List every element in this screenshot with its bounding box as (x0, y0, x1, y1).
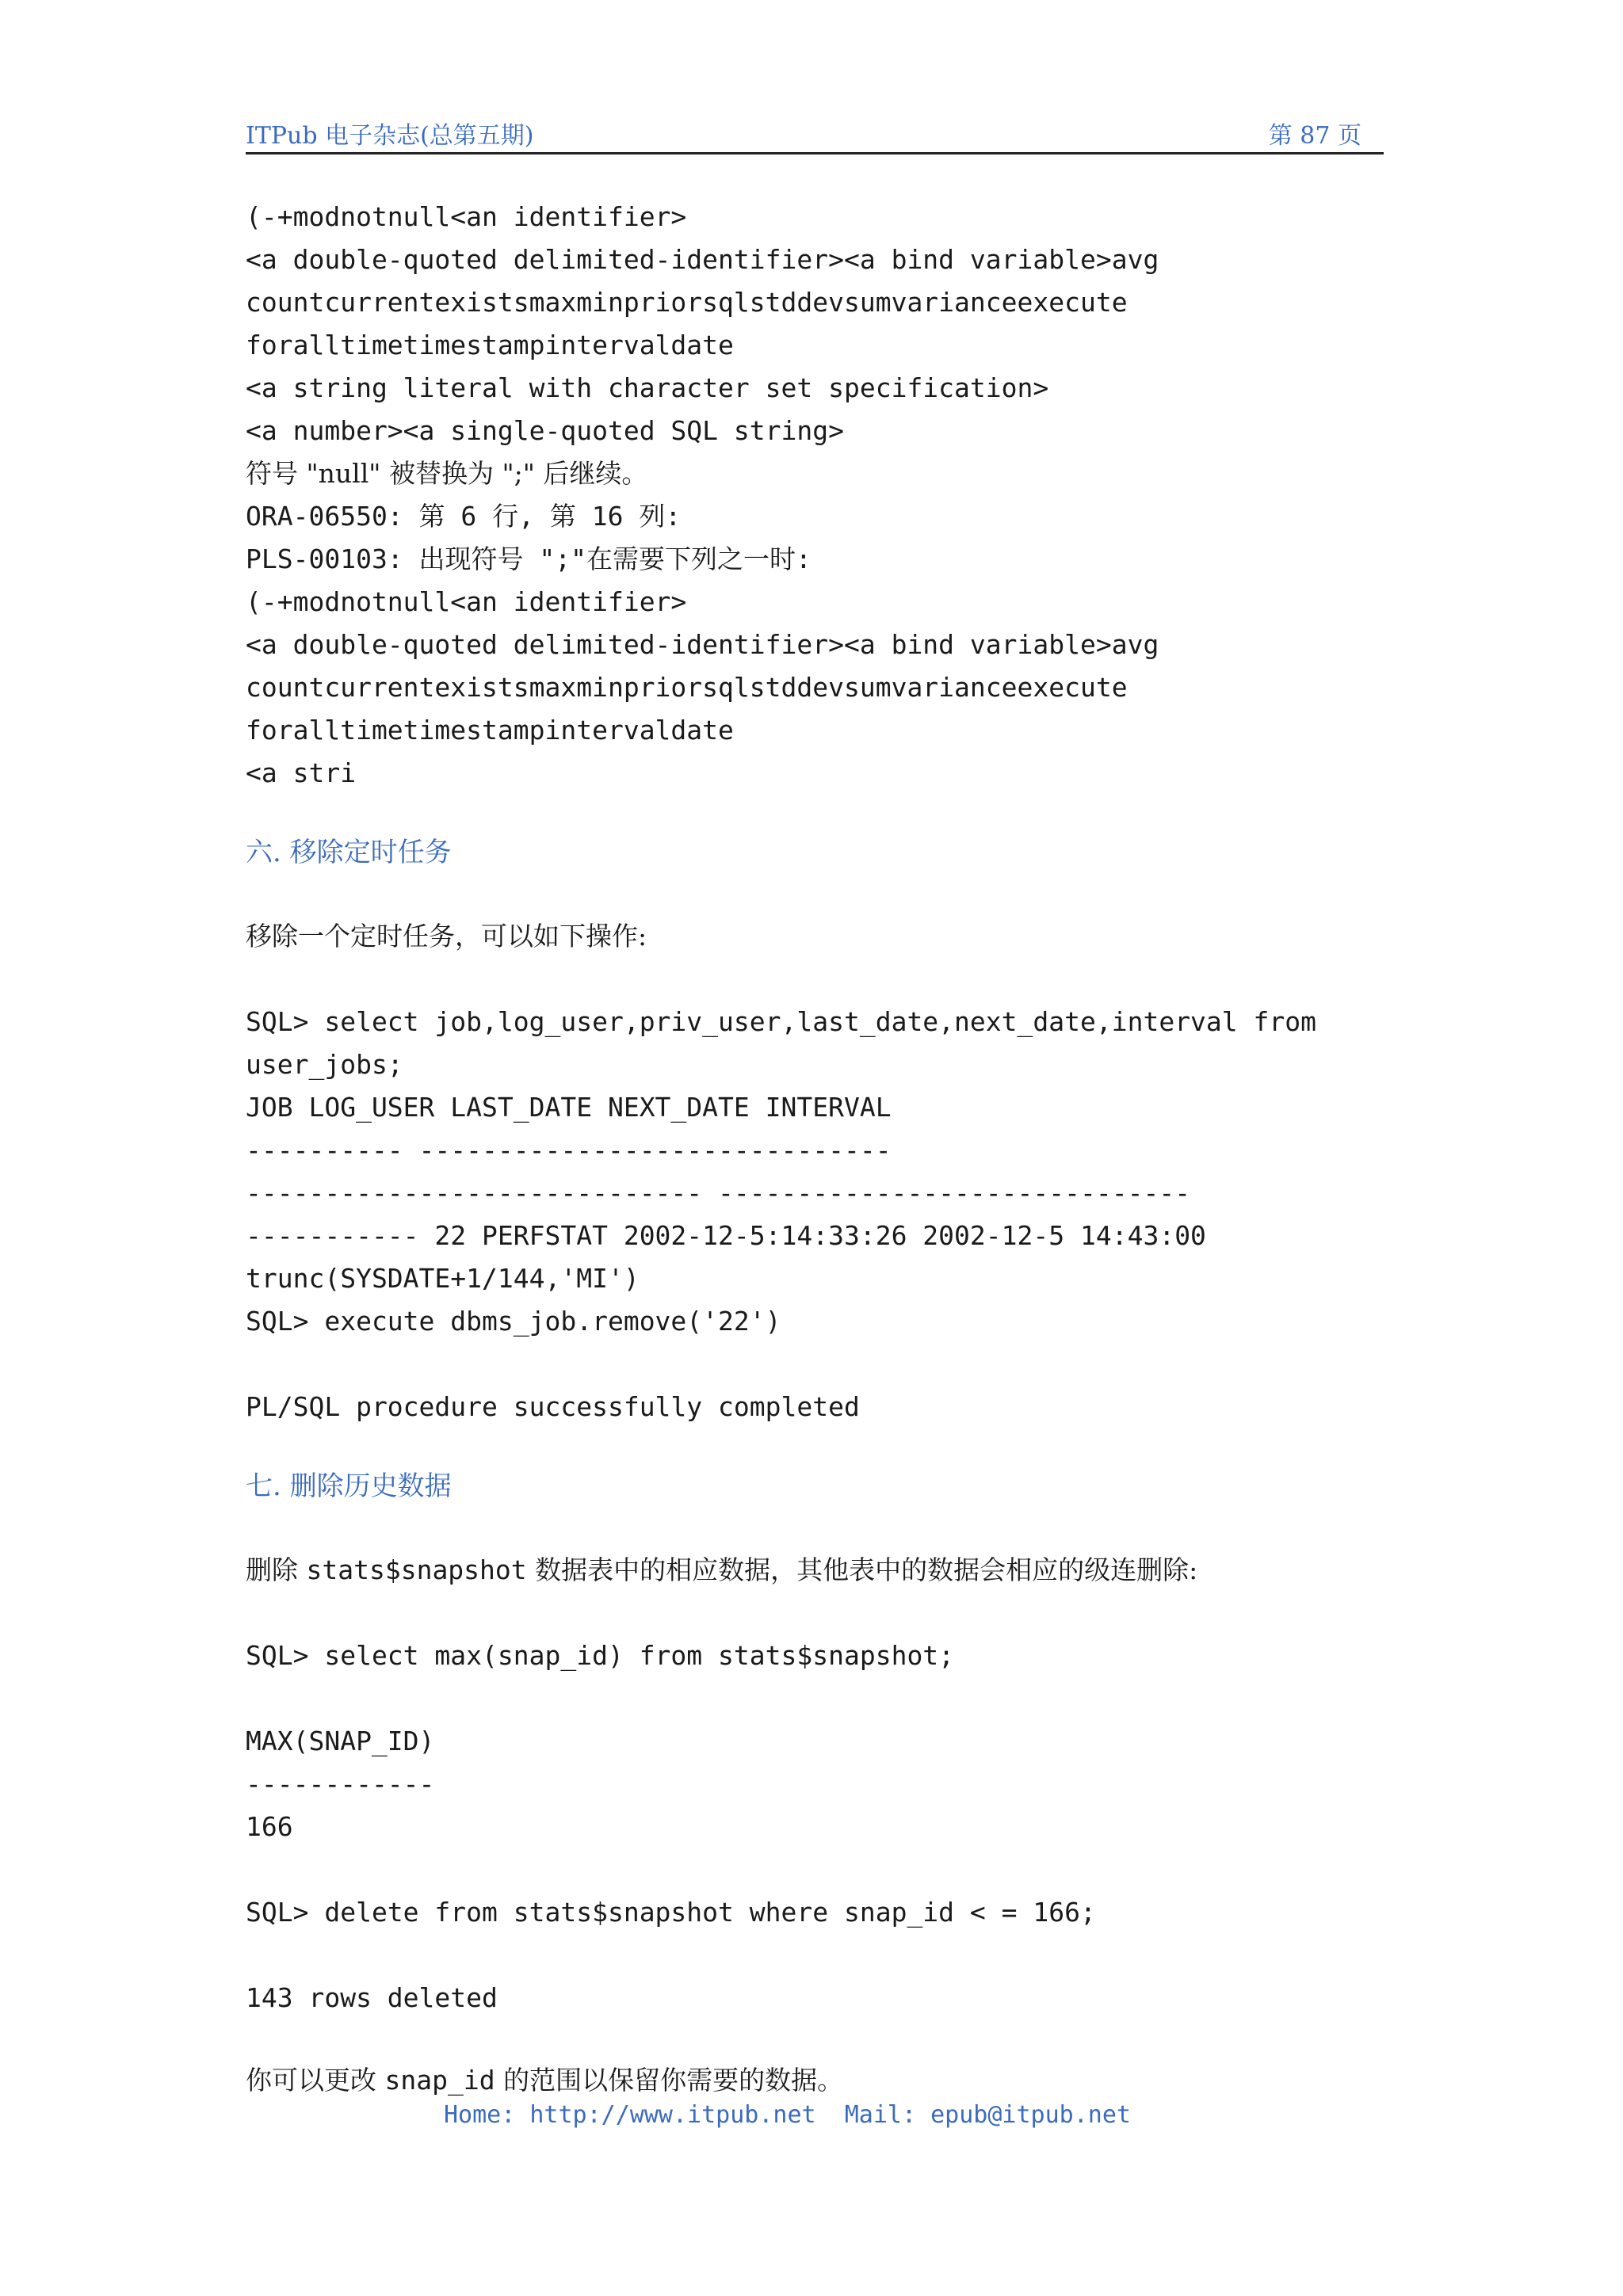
error-line: <a stri (246, 757, 357, 788)
section-heading-remove-job: 六. 移除定时任务 (246, 837, 452, 868)
code-line: MAX(SNAP_ID) (246, 1726, 435, 1756)
error-line: (-+modnotnull<an identifier> (246, 586, 687, 617)
column-name: snap_id (384, 2065, 495, 2096)
code-line: trunc(SYSDATE+1/144,'MI') (246, 1263, 640, 1294)
code-line: user_jobs; (246, 1049, 403, 1080)
code-line: 166 (246, 1811, 293, 1842)
code-line: ------------ (246, 1768, 435, 1799)
outro-text: 的范围以保留你需要的数据。 (495, 2065, 844, 2096)
section-outro (246, 2065, 843, 2096)
page-footer: Home: http://www.itpub.net Mail: epub@itpub.net (444, 2101, 1131, 2129)
code-line: SQL> select job,log_user,priv_user,last_date,next_date,interval from (246, 1006, 1317, 1037)
code-line: PL/SQL procedure successfully completed (246, 1391, 860, 1422)
error-line: foralltimetimestampintervaldate (246, 330, 734, 360)
error-line: foralltimetimestampintervaldate (246, 715, 734, 746)
section-heading-delete-history: 七. 删除历史数据 (246, 1470, 452, 1502)
error-line: countcurrentexistsmaxminpriorsqlstddevsumvarianceexecute (246, 287, 1128, 318)
error-line: 符号 "null" 被替换为 ";" 后继续。 (246, 458, 648, 489)
magazine-title: ITPub 电子杂志(总第五期) (246, 122, 534, 150)
table-name: stats$snapshot (306, 1554, 527, 1585)
code-line: JOB LOG_USER LAST_DATE NEXT_DATE INTERVAL (246, 1092, 892, 1123)
code-line: SQL> execute dbms_job.remove('22') (246, 1306, 781, 1337)
code-line: ----------- 22 PERFSTAT 2002-12-5:14:33:26 2002-12-5 14:43:00 (246, 1220, 1206, 1251)
error-line: <a string literal with character set specification> (246, 372, 1049, 403)
code-line: SQL> select max(snap_id) from stats$snapshot; (246, 1640, 955, 1671)
page-header (246, 111, 1384, 154)
error-line: PLS-00103: 出现符号 ";"在需要下列之一时: (246, 543, 812, 574)
code-line: ---------- ------------------------------ (246, 1135, 892, 1165)
page-number: 第 87 页 (1268, 122, 1361, 150)
error-line: <a double-quoted delimited-identifier><a bind variable>avg (246, 244, 1159, 275)
code-line: SQL> delete from stats$snapshot where snap_id < = 166; (246, 1897, 1096, 1928)
error-line: countcurrentexistsmaxminpriorsqlstddevsumvarianceexecute (246, 672, 1128, 703)
outro-text: 你可以更改 (246, 2065, 385, 2096)
error-line: <a double-quoted delimited-identifier><a bind variable>avg (246, 629, 1159, 660)
error-line: (-+modnotnull<an identifier> (246, 201, 687, 232)
section-intro (246, 1554, 1197, 1586)
error-line: <a number><a single-quoted SQL string> (246, 415, 844, 446)
error-line: ORA-06550: 第 6 行, 第 16 列: (246, 501, 682, 532)
code-line: 143 rows deleted (246, 1982, 498, 2013)
code-line: ----------------------------- ------------------------------ (246, 1177, 1191, 1208)
intro-text: 删除 (246, 1554, 307, 1585)
intro-text: 数据表中的相应数据，其他表中的数据会相应的级连删除: (526, 1554, 1198, 1585)
section-intro: 移除一个定时任务，可以如下操作: (246, 921, 647, 952)
